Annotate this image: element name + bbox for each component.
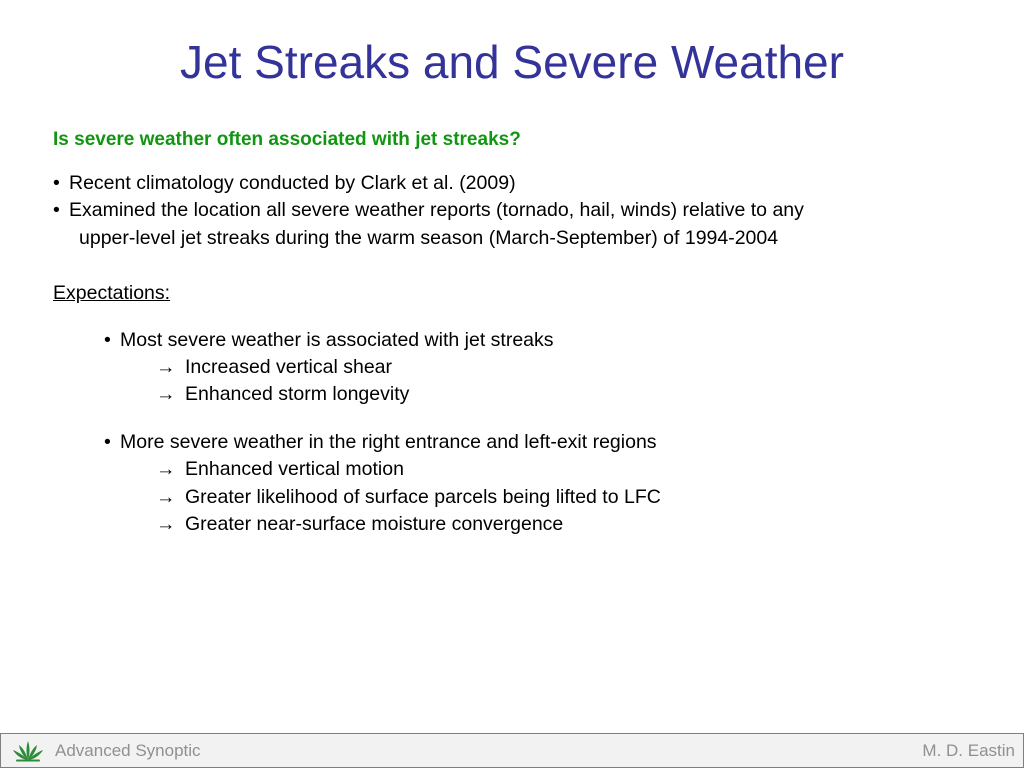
expectation-item-2 [104, 429, 657, 456]
expectation-1-subitem-1 [156, 354, 392, 381]
expectation-1-subitem-1-text: Increased vertical shear [185, 356, 393, 378]
expectation-item-2-text: More severe weather in the right entrance and left-exit regions [120, 431, 657, 453]
arrow-right-icon: → [156, 486, 176, 508]
slide-title: Jet Streaks and Severe Weather [180, 36, 844, 88]
footer-bar [0, 733, 1024, 768]
bullet-icon: • [53, 172, 60, 194]
footer-course-name: Advanced Synoptic [55, 741, 201, 760]
intro-bullet-2 [53, 197, 804, 224]
intro-bullet-1 [53, 170, 516, 197]
expectation-2-subitem-3 [156, 511, 563, 538]
expectation-item-1 [104, 327, 554, 354]
expectations-heading: Expectations: [53, 282, 171, 304]
expectation-2-subitem-3-text: Greater near-surface moisture convergence [185, 513, 564, 535]
bullet-icon: • [104, 431, 111, 453]
expectation-item-1-text: Most severe weather is associated with jet streaks [120, 329, 554, 351]
expectation-2-subitem-2 [156, 484, 661, 511]
arrow-right-icon: → [156, 458, 176, 480]
arrow-right-icon: → [156, 513, 176, 535]
intro-bullet-2-continuation: upper-level jet streaks during the warm season (March-September) of 1994-2004 [79, 227, 779, 249]
footer-author: M. D. Eastin [922, 741, 1015, 760]
plant-logo-icon [11, 738, 45, 762]
intro-bullet-1-text: Recent climatology conducted by Clark et al. (2009) [69, 172, 516, 194]
intro-bullet-2-text: Examined the location all severe weather reports (tornado, hail, winds) relative to any [69, 199, 804, 221]
expectation-2-subitem-2-text: Greater likelihood of surface parcels being lifted to LFC [185, 486, 661, 508]
arrow-right-icon: → [156, 356, 176, 378]
expectation-1-subitem-2-text: Enhanced storm longevity [185, 383, 410, 405]
expectation-2-subitem-1 [156, 456, 404, 483]
arrow-right-icon: → [156, 383, 176, 405]
expectation-1-subitem-2 [156, 381, 409, 408]
bullet-icon: • [104, 329, 111, 351]
bullet-icon: • [53, 199, 60, 221]
expectation-2-subitem-1-text: Enhanced vertical motion [185, 458, 404, 480]
question-heading: Is severe weather often associated with jet streaks? [53, 129, 521, 150]
